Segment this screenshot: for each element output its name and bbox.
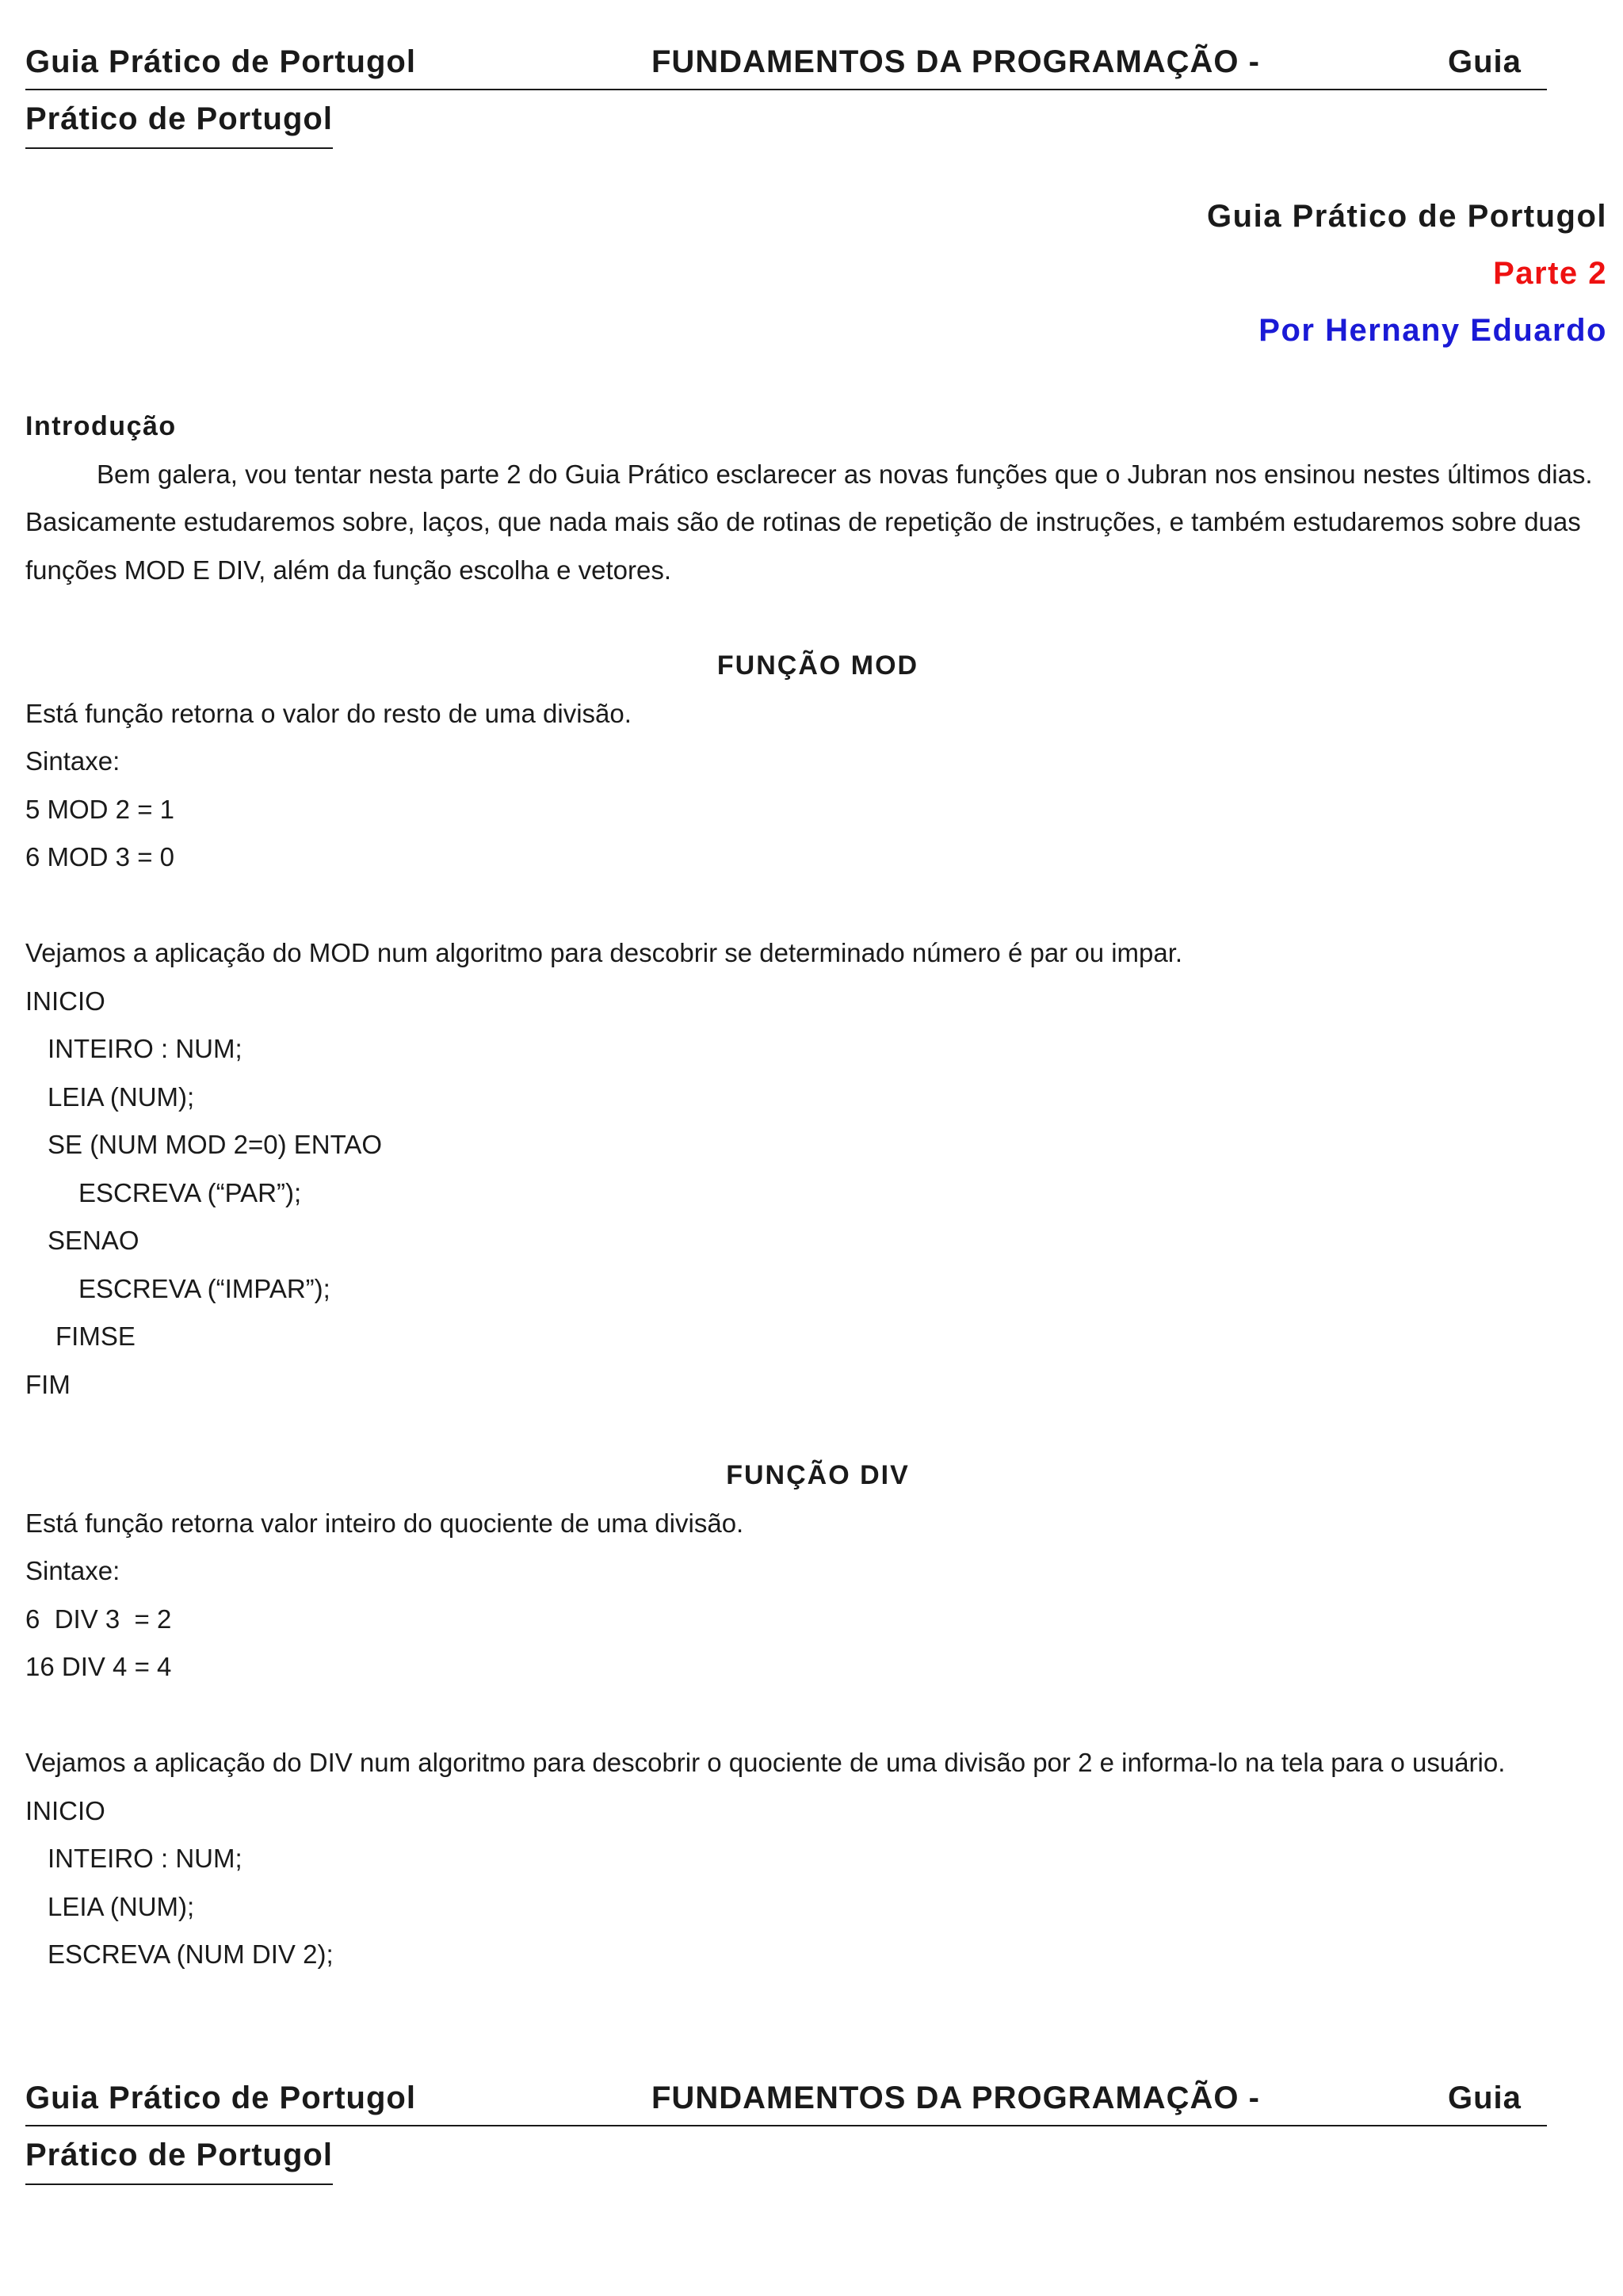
- running-header-right: Guia: [1448, 44, 1522, 79]
- div-algorithm-intro: Vejamos a aplicação do DIV num algoritmo para descobrir o quociente de uma divisão por 2 e informa-lo na tela para o usuário.: [25, 1748, 1506, 1777]
- code-line: LEIA (NUM);: [48, 1081, 195, 1112]
- code-line: INTEIRO : NUM;: [48, 1034, 242, 1063]
- running-header-line: [25, 33, 1547, 90]
- mod-heading: FUNÇÃO MOD: [716, 650, 919, 681]
- introduction-section: [25, 402, 1602, 594]
- code-line: ESCREVA (NUM DIV 2);: [48, 1939, 334, 1969]
- mod-section: [25, 642, 1602, 1409]
- running-header-continuation: Prático de Portugol: [25, 90, 333, 149]
- code-line: ESCREVA (“PAR”);: [78, 1177, 302, 1207]
- introduction-heading: Introdução: [25, 411, 177, 441]
- introduction-paragraph: Bem galera, vou tentar nesta parte 2 do Guia Prático esclarecer as novas funções que o Jubran nos ensinou nestes últimos dias. Basicamente estudaremos sobre, laços, que nada mais são de rotinas de repetição de instruções, e também estudaremos sobre duas funções MOD E DIV, além da função escolha e vetores.: [25, 459, 1593, 585]
- title-block: [1207, 188, 1607, 359]
- code-line: INTEIRO : NUM;: [48, 1844, 242, 1873]
- mod-syntax-label: Sintaxe:: [25, 746, 120, 776]
- code-line: LEIA (NUM);: [48, 1891, 195, 1921]
- div-description: Está função retorna valor inteiro do quociente de uma divisão.: [25, 1508, 744, 1538]
- mod-algorithm-intro: Vejamos a aplicação do MOD num algoritmo para descobrir se determinado número é par ou impar.: [25, 938, 1183, 967]
- mod-example: 5 MOD 2 = 1: [25, 794, 174, 824]
- div-example: 16 DIV 4 = 4: [25, 1652, 172, 1681]
- running-header-continuation: Prático de Portugol: [25, 2126, 333, 2185]
- running-header-line: [25, 2069, 1547, 2126]
- document-title: Guia Prático de Portugol: [1207, 199, 1607, 234]
- div-syntax-label: Sintaxe:: [25, 1556, 120, 1585]
- running-header-middle: FUNDAMENTOS DA PROGRAMAÇÃO -: [651, 44, 1260, 79]
- div-example: 6 DIV 3 = 2: [25, 1604, 172, 1634]
- code-line: FIMSE: [55, 1322, 136, 1351]
- running-header-bottom: [25, 2069, 1547, 2185]
- running-header-right: Guia: [1448, 2081, 1522, 2115]
- blank-line: [25, 1691, 1602, 1740]
- document-part: Parte 2: [1493, 256, 1607, 291]
- running-header-top: [25, 33, 1547, 149]
- code-line: FIM: [25, 1369, 71, 1399]
- code-line: SE (NUM MOD 2=0) ENTAO: [48, 1130, 383, 1159]
- blank-line: [25, 882, 1602, 930]
- div-section: [25, 1451, 1602, 1979]
- running-header-middle: FUNDAMENTOS DA PROGRAMAÇÃO -: [651, 2081, 1260, 2115]
- running-header-left: Guia Prático de Portugol: [25, 44, 416, 79]
- document-author: Por Hernany Eduardo: [1258, 313, 1607, 348]
- code-line: INICIO: [25, 986, 105, 1016]
- code-line: SENAO: [48, 1226, 139, 1255]
- code-line: INICIO: [25, 1795, 105, 1825]
- div-heading: FUNÇÃO DIV: [726, 1460, 910, 1490]
- mod-example: 6 MOD 3 = 0: [25, 842, 174, 871]
- mod-description: Está função retorna o valor do resto de uma divisão.: [25, 698, 632, 728]
- running-header-left: Guia Prático de Portugol: [25, 2081, 416, 2115]
- code-line: ESCREVA (“IMPAR”);: [78, 1273, 330, 1303]
